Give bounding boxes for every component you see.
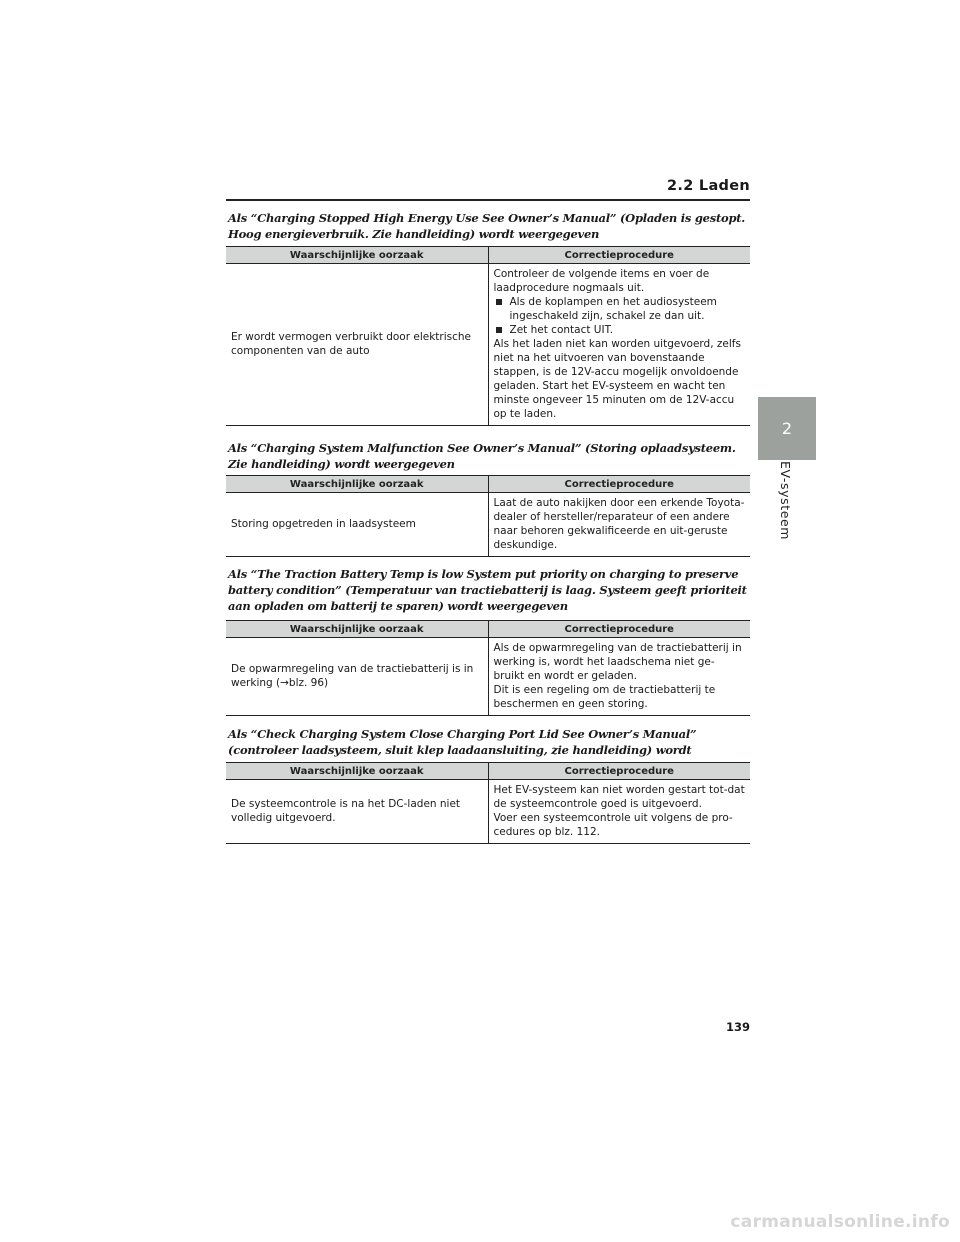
table-row bbox=[226, 264, 750, 426]
cause-cell: Storing opgetreden in laadsysteem bbox=[226, 493, 488, 557]
table-row bbox=[226, 493, 750, 557]
column-header-cause: Waarschijnlijke oorzaak bbox=[226, 621, 488, 638]
procedure-text-2: Voer een systeemcontrole uit volgens de pro-cedures op blz. 112. bbox=[493, 812, 733, 838]
table-header-row bbox=[226, 763, 750, 780]
column-header-cause: Waarschijnlijke oorzaak bbox=[226, 763, 488, 780]
table-4 bbox=[226, 762, 750, 844]
square-bullet-icon bbox=[496, 327, 502, 333]
table-row bbox=[226, 638, 750, 716]
column-header-procedure: Correctieprocedure bbox=[488, 476, 750, 493]
cause-cell: Er wordt vermogen verbruikt door elektrische componenten van de auto bbox=[226, 264, 488, 426]
column-header-procedure: Correctieprocedure bbox=[488, 763, 750, 780]
header-rule bbox=[226, 199, 750, 201]
table-header-row bbox=[226, 247, 750, 264]
column-header-procedure: Correctieprocedure bbox=[488, 621, 750, 638]
section-heading-1: Als “Charging Stopped High Energy Use See Owner’s Manual” (Opladen is gestopt. Hoog energieverbruik. Zie handleiding) wordt weergegeven bbox=[228, 211, 746, 241]
procedure-text-2: Dit is een regeling om de tractiebatterij te beschermen en geen storing. bbox=[493, 684, 716, 710]
cause-cell: De systeemcontrole is na het DC-laden niet volledig uitgevoerd. bbox=[226, 780, 488, 844]
table-header-row bbox=[226, 621, 750, 638]
section-heading-2: Als “Charging System Malfunction See Owner’s Manual” (Storing oplaadsysteem. Zie handleiding) wordt weergegeven bbox=[228, 441, 736, 471]
table-1 bbox=[226, 246, 750, 426]
bullet-text: Als de koplampen en het audiosysteem ingeschakeld zijn, schakel ze dan uit. bbox=[509, 296, 717, 322]
procedure-text: Als de opwarmregeling van de tractiebatterij in werking is, wordt het laadschema niet ge-bruikt en wordt er geladen. bbox=[493, 642, 742, 682]
procedure-cell bbox=[488, 780, 750, 844]
column-header-procedure: Correctieprocedure bbox=[488, 247, 750, 264]
section-title: 2.2 Laden bbox=[667, 178, 750, 194]
watermark: carmanualsonline.info bbox=[730, 1212, 950, 1232]
procedure-outro: Als het laden niet kan worden uitgevoerd, zelfs niet na het uitvoeren van bovenstaande stappen, is de 12V-accu mogelijk onvoldoende geladen. Start het EV-systeem en wacht ten minste ongeveer 15 minuten om de 12V-accu op te laden. bbox=[493, 338, 741, 420]
table-header-row bbox=[226, 476, 750, 493]
table-row bbox=[226, 780, 750, 844]
bullet-text: Zet het contact UIT. bbox=[509, 324, 614, 336]
procedure-intro: Controleer de volgende items en voer de laadprocedure nogmaals uit. bbox=[493, 268, 710, 294]
chapter-label bbox=[766, 460, 806, 540]
chapter-label-text: EV-systeem bbox=[778, 460, 794, 540]
bullet-item bbox=[494, 323, 746, 337]
column-header-cause: Waarschijnlijke oorzaak bbox=[226, 247, 488, 264]
procedure-cell bbox=[488, 638, 750, 716]
table-3 bbox=[226, 620, 750, 716]
page-number: 139 bbox=[725, 1020, 750, 1034]
square-bullet-icon bbox=[496, 299, 502, 305]
column-header-cause: Waarschijnlijke oorzaak bbox=[226, 476, 488, 493]
procedure-cell: Laat de auto nakijken door een erkende Toyota-dealer of hersteller/reparateur of een andere naar behoren gekwalificeerde en uit-geruste deskundige. bbox=[493, 497, 745, 551]
procedure-cell bbox=[488, 264, 750, 426]
table-2 bbox=[226, 475, 750, 557]
chapter-tab: 2 bbox=[758, 397, 816, 460]
section-heading-3: Als “The Traction Battery Temp is low System put priority on charging to preserve battery condition” (Temperatuur van tractiebatterij is laag. Systeem geeft prioriteit aan opladen om batterij te sparen) wordt weergegeven bbox=[228, 567, 747, 613]
procedure-text: Het EV-systeem kan niet worden gestart tot-dat de systeemcontrole goed is uitgevoerd. bbox=[493, 784, 745, 810]
section-heading-4: Als “Check Charging System Close Charging Port Lid See Owner’s Manual” (controleer laadsysteem, sluit klep laadaansluiting, zie handleiding) wordt bbox=[228, 727, 697, 757]
cause-cell: De opwarmregeling van de tractiebatterij is in werking (→blz. 96) bbox=[226, 638, 488, 716]
bullet-item bbox=[494, 295, 746, 323]
